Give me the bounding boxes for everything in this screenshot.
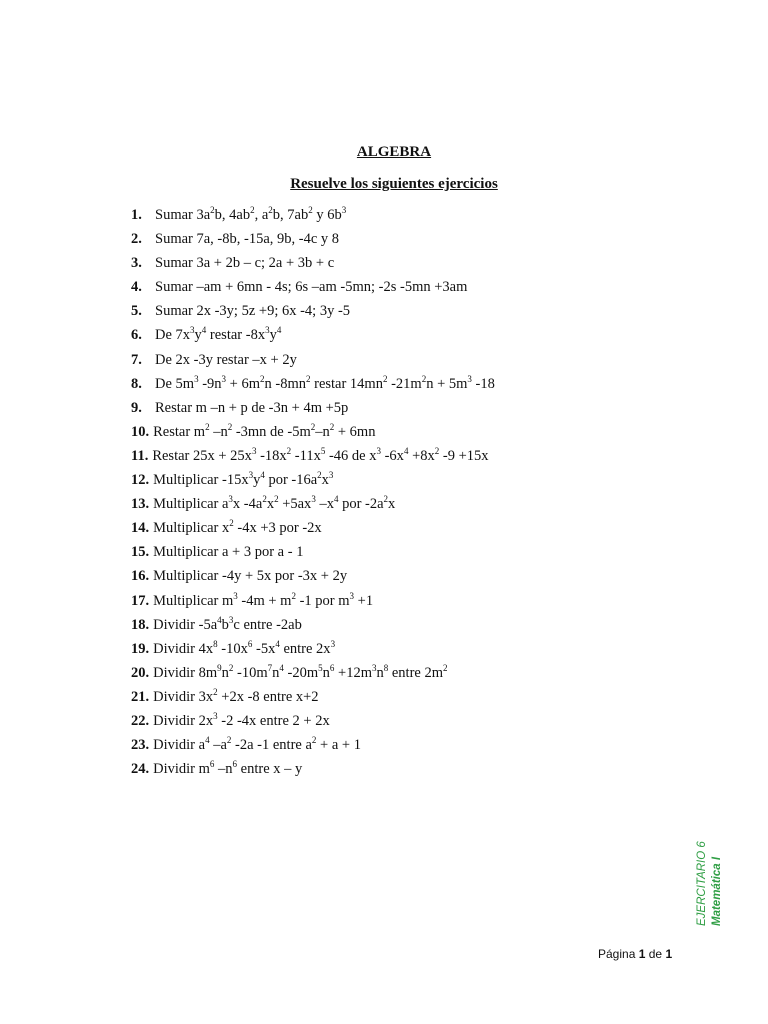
exercise-text: Multiplicar $a^3x$ $-4a^2x^2 +5ax^3$ $-x^4$ por $-2a^2x$: [153, 494, 396, 513]
footer-separator: de: [648, 947, 663, 961]
side-label: [695, 806, 731, 926]
exercise-number: 16.: [131, 568, 150, 585]
footer-current-page: 1: [638, 947, 646, 961]
exercise-item: [131, 760, 495, 784]
exercise-item: [131, 326, 495, 350]
exercise-text: Dividir $m^6$ $-n^6$ entre x – y: [153, 759, 303, 778]
exercise-text: Restar m –n + p de -3n + 4m +5p: [155, 399, 349, 416]
exercise-item: [131, 351, 495, 375]
exercise-text: Restar $m^2$ $-n^2$ -3mn de $-5m^2-n^2 + 6mn$: [153, 421, 376, 440]
exercise-number: 24.: [131, 761, 150, 778]
exercise-number: 18.: [131, 616, 150, 633]
exercise-number: 9.: [131, 399, 142, 416]
exercise-number: 4.: [131, 279, 142, 296]
exercise-text: De 2x -3y restar –x + 2y: [155, 351, 297, 368]
exercise-text: Dividir $3x^2 +2x$ -8 entre x+2: [153, 686, 319, 705]
exercise-item: [131, 736, 495, 760]
page-subtitle: Resuelve los siguientes ejercicios: [290, 176, 498, 192]
exercise-number: 17.: [131, 592, 150, 609]
exercise-text: Multiplicar $m^3$ $-4m + m^2$ -1 por $m^3 +1$: [153, 590, 374, 609]
exercise-item: [131, 423, 495, 447]
exercise-text: Dividir $4x^8$ $-10x^6$ $-5x^4$ entre $2x^3$: [153, 638, 336, 657]
exercise-number: 23.: [131, 737, 150, 754]
exercise-number: 13.: [131, 496, 150, 513]
exercise-item: [131, 495, 495, 519]
exercise-text: De $5m^3$ $-9n^3 + 6m^2n$ $-8mn^2$ restar $14mn^2$ $-21m^2n + 5m^3$ -18: [155, 373, 495, 392]
side-label-line1: EJERCITARIO 6: [696, 841, 708, 926]
exercise-item: [131, 278, 495, 302]
exercise-item: [131, 592, 495, 616]
exercise-item: [131, 543, 495, 567]
exercise-item: [131, 567, 495, 591]
exercise-text: Sumar 7a, -8b, -15a, 9b, -4c y 8: [155, 231, 340, 248]
exercise-number: 14.: [131, 520, 150, 537]
exercise-item: [131, 616, 495, 640]
exercise-text: Dividir $8m^9n^2$ $-10m^7n^4$ $-20m^5n^6 +12m^3n^8$ entre $2m^2$: [153, 662, 448, 681]
exercise-item: [131, 471, 495, 495]
exercise-number: 6.: [131, 327, 142, 344]
exercise-item: [131, 254, 495, 278]
exercise-text: Dividir $2x^3$ -2 -4x entre 2 + 2x: [153, 710, 330, 729]
exercise-item: [131, 712, 495, 736]
exercise-number: 7.: [131, 351, 142, 368]
exercise-text: Multiplicar $-15x^3y^4$ por $-16a^2x^3$: [153, 470, 334, 489]
exercise-text: Multiplicar a + 3 por a - 1: [153, 544, 304, 561]
exercise-text: Multiplicar $x^2$ -4x +3 por -2x: [153, 518, 322, 537]
exercise-number: 20.: [131, 664, 150, 681]
exercise-number: 1.: [131, 207, 142, 223]
exercise-number: 12.: [131, 472, 150, 489]
exercise-number: 2.: [131, 231, 142, 248]
exercise-item: [131, 230, 495, 254]
exercise-item: [131, 399, 495, 423]
exercise-item: [131, 375, 495, 399]
exercise-number: 3.: [131, 255, 142, 272]
exercise-number: 8.: [131, 375, 142, 392]
exercise-text: Sumar 2x -3y; 5z +9; 6x -4; 3y -5: [155, 303, 351, 320]
exercise-text: De $7x^3y^4$ restar $-8x^3y^4$: [155, 325, 282, 344]
footer-label: Página: [598, 947, 636, 961]
exercise-number: 22.: [131, 712, 150, 729]
footer-total-pages: 1: [665, 947, 673, 961]
exercise-item: [131, 664, 495, 688]
exercise-number: 5.: [131, 303, 142, 320]
exercise-item: [131, 519, 495, 543]
exercise-list: [131, 206, 495, 784]
page-footer: [598, 947, 672, 961]
exercise-number: 21.: [131, 688, 150, 705]
exercise-number: 19.: [131, 640, 150, 657]
exercise-text: Restar $25x + 25x^3$ $-18x^2$ $-11x^5$ -46 de $x^3$ $-6x^4 +8x^2$ -9 +15x: [152, 445, 489, 464]
exercise-text: Multiplicar -4y + 5x por -3x + 2y: [153, 568, 348, 585]
exercise-item: [131, 447, 495, 471]
page-title: ALGEBRA: [356, 144, 432, 160]
exercise-number: 10.: [131, 423, 150, 440]
exercise-item: [131, 302, 495, 326]
exercise-item: [131, 688, 495, 712]
exercise-item: [131, 640, 495, 664]
exercise-text: Sumar $3a^2b$, $4ab^2$, $a^2b$, $7ab^2$ y $6b^3$: [155, 205, 347, 223]
exercise-text: Sumar 3a + 2b – c; 2a + 3b + c: [155, 255, 335, 272]
exercise-text: Dividir $a^4$ $-a^2$ -2a -1 entre $a^2 + a + 1$: [153, 735, 361, 754]
exercise-number: 11.: [131, 447, 149, 464]
exercise-item: [131, 206, 495, 230]
exercise-number: 15.: [131, 544, 150, 561]
exercise-text: Sumar –am + 6mn - 4s; 6s –am -5mn; -2s -5mn +3am: [155, 279, 468, 296]
exercise-text: Dividir $-5a^4b^3c$ entre -2ab: [153, 614, 302, 633]
side-label-line2: Matemática I: [711, 856, 723, 926]
